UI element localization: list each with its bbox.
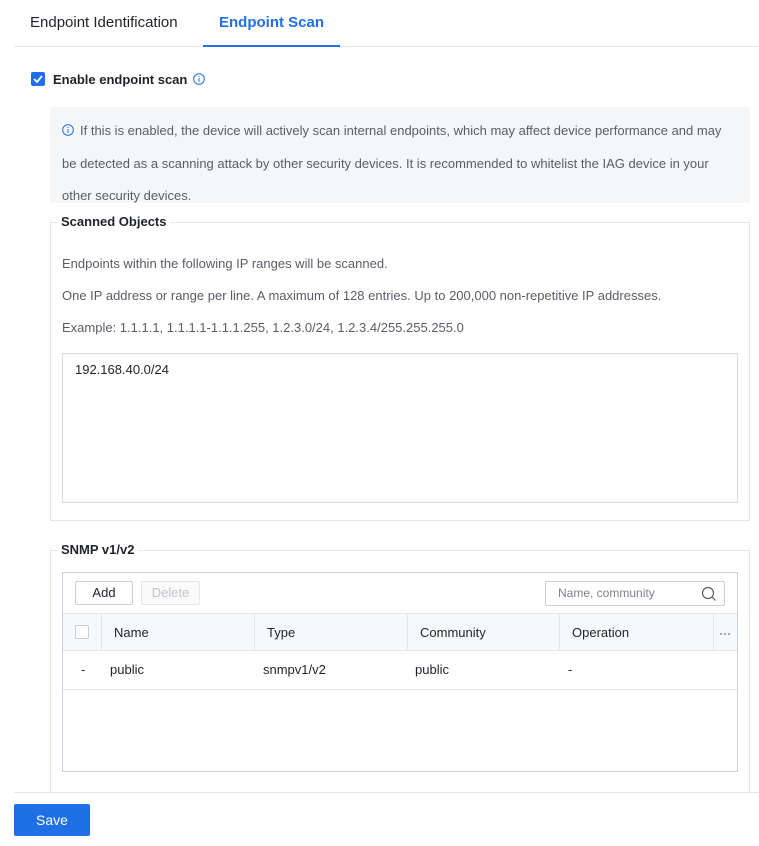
select-all-checkbox[interactable] xyxy=(75,625,89,639)
column-header-operation[interactable]: Operation xyxy=(559,614,713,651)
add-button[interactable]: Add xyxy=(75,581,133,605)
ip-ranges-textarea[interactable]: 192.168.40.0/24 xyxy=(62,353,738,503)
search-placeholder: Name, community xyxy=(558,586,655,600)
row-community: public xyxy=(415,662,449,677)
checkmark-icon xyxy=(33,75,43,83)
tab-endpoint-scan[interactable]: Endpoint Scan xyxy=(203,0,340,47)
scanned-objects-desc-1: Endpoints within the following IP ranges will be scanned. xyxy=(62,256,388,271)
table-header xyxy=(63,613,737,651)
row-index: - xyxy=(81,662,86,677)
save-button[interactable]: Save xyxy=(14,804,90,836)
delete-button[interactable]: Delete xyxy=(141,581,200,605)
snmp-table-panel xyxy=(62,572,738,772)
enable-endpoint-scan-checkbox[interactable] xyxy=(31,72,45,86)
snmp-title: SNMP v1/v2 xyxy=(57,542,138,558)
footer-divider xyxy=(14,792,759,793)
column-header-type[interactable]: Type xyxy=(254,614,407,651)
search-input[interactable] xyxy=(545,581,725,606)
scanned-objects-section xyxy=(50,214,750,521)
info-icon[interactable] xyxy=(193,73,205,85)
table-row[interactable] xyxy=(63,651,737,690)
search-icon[interactable] xyxy=(701,586,717,610)
notice-line-2: be detected as a scanning attack by other security devices. It is recommended to whitelist the IAG device in your xyxy=(62,156,709,171)
row-name: public xyxy=(110,662,144,677)
notice-line-1: If this is enabled, the device will actively scan internal endpoints, which may affect device performance and may xyxy=(80,123,722,138)
scan-warning-notice xyxy=(50,107,750,203)
info-icon xyxy=(62,116,74,148)
enable-endpoint-scan-row xyxy=(31,70,205,88)
scanned-objects-title: Scanned Objects xyxy=(57,214,170,230)
scanned-objects-desc-3: Example: 1.1.1.1, 1.1.1.1-1.1.1.255, 1.2.3.0/24, 1.2.3.4/255.255.255.0 xyxy=(62,320,464,335)
column-header-community[interactable]: Community xyxy=(407,614,560,651)
snmp-section xyxy=(50,542,750,791)
column-header-name[interactable]: Name xyxy=(101,614,255,651)
scanned-objects-desc-2: One IP address or range per line. A maximum of 128 entries. Up to 200,000 non-repetitive IP addresses. xyxy=(62,288,662,303)
column-settings-icon[interactable] xyxy=(713,614,737,651)
row-operation: - xyxy=(568,662,573,677)
tab-bar xyxy=(14,0,759,47)
enable-endpoint-scan-label: Enable endpoint scan xyxy=(53,71,188,87)
tab-endpoint-identification[interactable]: Endpoint Identification xyxy=(30,14,178,31)
notice-line-3: other security devices. xyxy=(62,188,192,203)
row-type: snmpv1/v2 xyxy=(263,662,326,677)
